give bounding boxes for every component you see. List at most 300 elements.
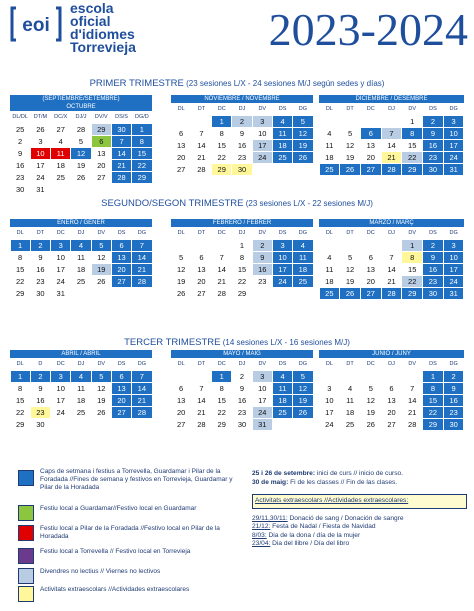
day-cell: 13 xyxy=(97,148,106,158)
school-name xyxy=(70,2,136,54)
legend-swatch xyxy=(18,568,34,584)
day-cell: 19 xyxy=(293,395,312,406)
day-cell: 13 xyxy=(366,264,375,274)
day-cell: 27 xyxy=(387,419,396,429)
day-cell: 17 xyxy=(325,407,334,417)
day-cell: 16 xyxy=(36,395,45,405)
day-cell: 25 xyxy=(273,407,292,418)
day-cell: 4 xyxy=(347,383,353,393)
day-cell: 4 xyxy=(327,128,332,138)
day-cell: 30 xyxy=(444,419,464,430)
empty-day-cell xyxy=(340,371,360,382)
day-cell: 25 xyxy=(345,419,355,429)
notes-panel xyxy=(252,470,467,549)
day-cell: 17 xyxy=(36,160,45,170)
day-cell: 7 xyxy=(132,240,151,251)
month-calendar xyxy=(171,219,313,299)
trimester-note: (23 sesiones L/X - 24 sesiones M/J según sedes y días) xyxy=(186,79,385,88)
day-cell: 13 xyxy=(112,383,131,394)
day-cell: 5 xyxy=(92,371,111,382)
month-grid xyxy=(10,111,152,195)
day-cell: 20 xyxy=(387,407,396,417)
day-cell: 15 xyxy=(237,264,247,274)
weekday-header: DT xyxy=(197,230,206,236)
day-cell: 26 xyxy=(340,164,360,175)
day-cell: 13 xyxy=(176,140,186,150)
weekday-header: DC xyxy=(217,106,226,112)
day-cell: 14 xyxy=(132,383,151,394)
day-cell: 3 xyxy=(273,240,292,251)
day-cell: 8 xyxy=(423,383,443,394)
legend-swatch xyxy=(18,505,34,521)
day-cell: 1 xyxy=(402,240,422,251)
weekday-header: DS xyxy=(278,106,287,112)
day-cell: 26 xyxy=(176,288,186,298)
day-cell: 15 xyxy=(15,264,25,274)
day-cell: 16 xyxy=(253,264,272,275)
month-subtitle: OCTUBRE xyxy=(10,103,152,111)
day-cell: 11 xyxy=(346,395,354,405)
day-cell: 11 xyxy=(77,383,85,393)
weekday-header: DS xyxy=(429,106,437,112)
day-cell: 4 xyxy=(273,116,292,127)
day-cell: 15 xyxy=(217,140,226,150)
activity-text: Festa de Nadal / Fiesta de Navidad xyxy=(270,523,376,530)
day-cell: 18 xyxy=(293,264,312,275)
day-cell: 9 xyxy=(18,148,23,158)
day-cell: 7 xyxy=(219,252,224,262)
day-cell: 8 xyxy=(402,128,422,139)
day-cell: 11 xyxy=(273,383,292,394)
empty-day-cell xyxy=(212,240,231,251)
day-cell: 30 xyxy=(15,184,25,194)
day-cell: 30 xyxy=(237,419,247,429)
school-logo xyxy=(10,6,62,42)
day-cell: 6 xyxy=(368,252,373,262)
day-cell: 4 xyxy=(71,371,90,382)
weekday-header: DC xyxy=(366,106,375,112)
day-cell: 24 xyxy=(36,172,45,182)
day-cell: 20 xyxy=(176,152,186,162)
day-cell: 16 xyxy=(444,395,464,406)
day-cell: 5 xyxy=(92,240,111,251)
weekday-header: DG xyxy=(298,106,307,112)
day-cell: 19 xyxy=(92,264,111,275)
day-cell: 24 xyxy=(253,152,272,163)
day-cell: 21 xyxy=(112,160,131,171)
trimester-heading xyxy=(0,198,474,209)
weekday-header: DC xyxy=(56,361,65,367)
empty-day-cell xyxy=(382,371,402,382)
day-cell: 1 xyxy=(212,371,231,382)
empty-day-cell xyxy=(340,240,360,251)
weekday-header: DL xyxy=(16,361,24,367)
day-cell: 17 xyxy=(253,140,272,151)
day-cell: 13 xyxy=(176,395,186,405)
month-calendar xyxy=(10,95,152,195)
day-cell: 2 xyxy=(239,371,245,381)
weekday-header: DJ/J xyxy=(75,114,87,120)
weekday-header: DS/S xyxy=(115,114,128,120)
day-cell: 9 xyxy=(423,252,443,263)
day-cell: 1 xyxy=(11,371,30,382)
day-cell: 24 xyxy=(273,276,292,287)
month-title: FEBRERO / FEBRER xyxy=(171,219,313,227)
weekday-header: DT xyxy=(346,361,354,367)
day-cell: 15 xyxy=(423,395,443,406)
day-cell: 10 xyxy=(31,148,50,159)
day-cell: 8 xyxy=(402,252,422,263)
day-cell: 5 xyxy=(347,252,353,262)
day-cell: 27 xyxy=(112,276,131,287)
day-cell: 17 xyxy=(56,264,65,274)
day-cell: 10 xyxy=(56,252,65,262)
empty-day-cell xyxy=(172,240,191,251)
day-cell: 23 xyxy=(36,276,45,286)
day-cell: 4 xyxy=(58,136,63,146)
day-cell: 22 xyxy=(217,152,226,162)
day-cell: 8 xyxy=(239,252,245,262)
month-grid xyxy=(319,103,464,175)
day-cell: 6 xyxy=(112,371,131,382)
legend-swatch xyxy=(18,525,34,541)
day-cell: 15 xyxy=(15,395,25,405)
weekday-header: DL/DL xyxy=(12,114,28,120)
trimester-title: SEGUNDO/SEGON TRIMESTRE xyxy=(101,198,244,209)
day-cell: 24 xyxy=(325,419,334,429)
weekday-header: DJ xyxy=(388,361,395,367)
day-cell: 9 xyxy=(423,128,443,139)
empty-day-cell xyxy=(402,371,422,382)
day-cell: 9 xyxy=(38,252,43,262)
weekday-header: DL xyxy=(16,230,24,236)
day-cell: 24 xyxy=(56,276,65,286)
empty-day-cell xyxy=(340,116,360,127)
day-cell: 10 xyxy=(258,383,267,393)
day-cell: 28 xyxy=(112,172,131,183)
day-cell: 28 xyxy=(217,288,226,298)
day-cell: 5 xyxy=(179,252,184,262)
day-cell: 15 xyxy=(217,395,226,405)
day-cell: 29 xyxy=(402,288,422,299)
day-cell: 16 xyxy=(237,140,247,150)
month-calendar xyxy=(319,95,464,175)
day-cell: 31 xyxy=(444,164,464,175)
day-cell: 25 xyxy=(76,276,86,286)
day-cell: 11 xyxy=(77,252,85,262)
day-cell: 27 xyxy=(112,407,131,418)
month-title: MAYO / MAIG xyxy=(171,350,313,358)
empty-day-cell xyxy=(361,116,381,127)
day-cell: 3 xyxy=(253,371,272,382)
day-cell: 18 xyxy=(325,152,334,162)
activity-item xyxy=(252,540,467,549)
day-cell: 21 xyxy=(387,276,396,286)
day-cell: 1 xyxy=(212,116,231,127)
day-cell: 19 xyxy=(345,276,355,286)
empty-day-cell xyxy=(320,116,340,127)
day-cell: 30 xyxy=(36,288,45,298)
weekday-header: D xyxy=(38,361,43,367)
day-cell: 19 xyxy=(293,140,312,151)
note-text: Fi de les classes // Fin de las clases. xyxy=(288,478,398,486)
trimester-heading xyxy=(0,337,474,348)
empty-day-cell xyxy=(192,371,211,382)
month-grid xyxy=(171,227,313,299)
weekday-header: DG xyxy=(449,361,458,367)
weekday-header: DV xyxy=(258,230,267,236)
weekday-header: DG xyxy=(298,230,307,236)
day-cell: 21 xyxy=(217,276,226,286)
day-cell: 28 xyxy=(132,276,151,287)
day-cell: 9 xyxy=(444,383,464,394)
day-cell: 7 xyxy=(199,128,204,138)
day-cell: 20 xyxy=(112,264,131,275)
weekday-header: DT xyxy=(197,361,206,367)
day-cell: 6 xyxy=(199,252,204,262)
day-cell: 10 xyxy=(444,128,464,139)
day-cell: 20 xyxy=(97,160,106,170)
weekday-header: DV xyxy=(258,361,267,367)
weekday-header: DL xyxy=(177,230,185,236)
month-title: ENERO / GENER xyxy=(10,219,152,227)
day-cell: 7 xyxy=(389,252,394,262)
day-cell: 20 xyxy=(112,395,131,406)
day-cell: 7 xyxy=(382,128,402,139)
day-cell: 4 xyxy=(71,240,90,251)
note-date: 30 de maig: xyxy=(252,478,289,486)
day-cell: 2 xyxy=(18,136,23,146)
day-cell: 13 xyxy=(197,264,206,274)
activity-date: 23/04: xyxy=(252,540,271,547)
weekday-header: DL xyxy=(325,106,333,112)
day-cell: 26 xyxy=(76,172,86,182)
day-cell: 22 xyxy=(423,407,443,418)
activity-text: Dia del llibre / Día del libro xyxy=(270,540,350,547)
weekday-header: DT xyxy=(197,106,206,112)
day-cell: 10 xyxy=(444,252,464,263)
empty-day-cell xyxy=(172,371,191,382)
day-cell: 7 xyxy=(112,136,131,147)
trimester-note: (23 sesiones L/X - 22 sesiones M/J) xyxy=(245,199,373,208)
weekday-header: DV xyxy=(258,106,267,112)
day-cell: 28 xyxy=(197,164,206,174)
day-cell: 29 xyxy=(237,288,247,298)
school-name-line: d'idiomes xyxy=(70,26,135,42)
day-cell: 6 xyxy=(179,383,184,393)
day-cell: 21 xyxy=(197,407,206,417)
weekday-header: DV xyxy=(97,230,106,236)
weekday-header: DG xyxy=(449,230,458,236)
day-cell: 28 xyxy=(197,419,206,429)
day-cell: 16 xyxy=(423,264,443,275)
day-cell: 17 xyxy=(273,264,292,275)
day-cell: 19 xyxy=(366,407,375,417)
school-name-line: Torrevieja xyxy=(70,39,136,55)
day-cell: 22 xyxy=(15,407,25,417)
day-cell: 7 xyxy=(132,371,151,382)
day-cell: 11 xyxy=(325,264,334,274)
activity-date: 21/12: xyxy=(252,523,271,530)
day-cell: 20 xyxy=(366,276,375,286)
day-cell: 12 xyxy=(97,383,106,393)
day-cell: 30 xyxy=(112,124,131,135)
day-cell: 29 xyxy=(132,172,151,183)
activity-text: Donació de sang / Donación de sangre xyxy=(287,514,404,522)
trimester-title: PRIMER TRIMESTRE xyxy=(89,78,184,89)
day-cell: 29 xyxy=(402,164,422,175)
day-cell: 21 xyxy=(132,264,151,275)
day-cell: 30 xyxy=(423,164,443,175)
day-cell: 10 xyxy=(273,252,292,263)
day-cell: 10 xyxy=(56,383,65,393)
day-cell: 29 xyxy=(15,419,25,429)
weekday-header: DJ xyxy=(388,230,395,236)
day-cell: 6 xyxy=(389,383,394,393)
day-cell: 12 xyxy=(345,264,355,274)
day-cell: 24 xyxy=(444,276,464,287)
weekday-header: DL xyxy=(325,230,333,236)
day-cell: 30 xyxy=(36,419,45,429)
day-cell: 13 xyxy=(366,140,375,150)
day-cell: 18 xyxy=(273,140,292,151)
day-cell: 18 xyxy=(56,160,65,170)
month-calendar xyxy=(10,219,152,299)
empty-day-cell xyxy=(192,240,211,251)
legend-swatch xyxy=(18,548,34,564)
activity-item xyxy=(252,523,467,532)
weekday-header: DV/V xyxy=(94,114,108,120)
day-cell: 27 xyxy=(176,419,186,429)
day-cell: 26 xyxy=(97,407,106,417)
day-cell: 31 xyxy=(36,184,45,194)
day-cell: 13 xyxy=(112,252,131,263)
weekday-header: DJ xyxy=(238,230,246,236)
day-cell: 5 xyxy=(368,383,373,393)
weekday-header: DS xyxy=(429,230,437,236)
day-cell: 27 xyxy=(56,124,65,134)
day-cell: 4 xyxy=(327,252,332,262)
empty-day-cell xyxy=(382,116,402,127)
day-cell: 16 xyxy=(423,140,443,151)
legend-swatch xyxy=(18,586,34,602)
day-cell: 14 xyxy=(132,252,151,263)
activity-item xyxy=(252,515,467,524)
month-grid xyxy=(171,358,313,430)
day-cell: 9 xyxy=(239,383,245,393)
month-calendar xyxy=(10,350,152,430)
day-cell: 17 xyxy=(444,140,464,151)
day-cell: 27 xyxy=(176,164,186,174)
day-cell: 2 xyxy=(444,371,464,382)
weekday-header: DL xyxy=(177,361,185,367)
weekday-header: DJ xyxy=(77,361,85,367)
day-cell: 23 xyxy=(237,407,247,417)
legend-text: Activitats extraescolars //Actividades extraescolares xyxy=(40,586,190,593)
weekday-header: DC xyxy=(366,230,375,236)
weekday-header: DC xyxy=(366,361,375,367)
day-cell: 22 xyxy=(132,160,151,171)
day-cell: 28 xyxy=(382,288,402,299)
day-cell: 8 xyxy=(132,136,151,147)
day-cell: 18 xyxy=(76,264,86,274)
day-cell: 25 xyxy=(76,407,86,417)
day-cell: 19 xyxy=(345,152,355,162)
day-cell: 24 xyxy=(253,407,272,418)
day-cell: 8 xyxy=(18,252,23,262)
month-grid xyxy=(10,358,152,430)
weekday-header: DC xyxy=(56,230,65,236)
month-calendar xyxy=(319,350,464,430)
day-cell: 2 xyxy=(31,240,50,251)
activity-item xyxy=(252,532,467,541)
empty-day-cell xyxy=(361,371,381,382)
day-cell: 15 xyxy=(408,140,417,150)
day-cell: 9 xyxy=(253,252,272,263)
day-cell: 29 xyxy=(423,419,443,430)
day-cell: 13 xyxy=(387,395,396,405)
day-cell: 2 xyxy=(31,371,50,382)
day-cell: 19 xyxy=(76,160,86,170)
month-title: (SEPTIEMBRE/SETEMBRE) xyxy=(10,95,152,103)
school-name-line: escola xyxy=(70,0,114,16)
day-cell: 22 xyxy=(402,152,422,163)
day-cell: 31 xyxy=(444,288,464,299)
day-cell: 29 xyxy=(92,124,111,135)
day-cell: 1 xyxy=(11,240,30,251)
day-cell: 8 xyxy=(219,128,224,138)
weekday-header: DV xyxy=(408,230,417,236)
weekday-header: DJ xyxy=(238,361,246,367)
empty-day-cell xyxy=(320,240,340,251)
empty-day-cell xyxy=(382,240,402,251)
weekday-header: DJ xyxy=(77,230,85,236)
day-cell: 16 xyxy=(15,160,25,170)
weekday-header: DT/M xyxy=(33,114,48,120)
day-cell: 5 xyxy=(293,371,312,382)
day-cell: 1 xyxy=(132,124,151,135)
day-cell: 25 xyxy=(320,164,340,175)
month-calendar xyxy=(319,219,464,299)
day-cell: 17 xyxy=(258,395,267,405)
day-cell: 26 xyxy=(36,124,45,134)
day-cell: 14 xyxy=(387,264,396,274)
weekday-header: DV xyxy=(408,361,417,367)
day-cell: 12 xyxy=(97,252,106,262)
logo-text: eoi xyxy=(22,15,50,36)
activity-text: Dia de la dona / día de la mujer xyxy=(266,531,361,539)
day-cell: 25 xyxy=(273,152,292,163)
day-cell: 5 xyxy=(347,128,353,138)
weekday-header: DG xyxy=(449,106,458,112)
day-cell: 15 xyxy=(408,264,417,274)
day-cell: 21 xyxy=(197,152,206,162)
month-grid xyxy=(10,227,152,299)
day-cell: 6 xyxy=(92,136,111,147)
day-cell: 10 xyxy=(325,395,334,405)
month-grid xyxy=(171,103,313,175)
day-cell: 3 xyxy=(51,371,70,382)
day-cell: 16 xyxy=(36,264,45,274)
weekday-header: DV xyxy=(408,106,417,112)
day-cell: 23 xyxy=(15,172,25,182)
day-cell: 12 xyxy=(345,140,355,150)
day-cell: 30 xyxy=(232,164,251,175)
day-cell: 20 xyxy=(176,407,186,417)
day-cell: 26 xyxy=(293,152,312,163)
legend-swatch xyxy=(18,470,34,486)
day-cell: 23 xyxy=(258,276,267,286)
